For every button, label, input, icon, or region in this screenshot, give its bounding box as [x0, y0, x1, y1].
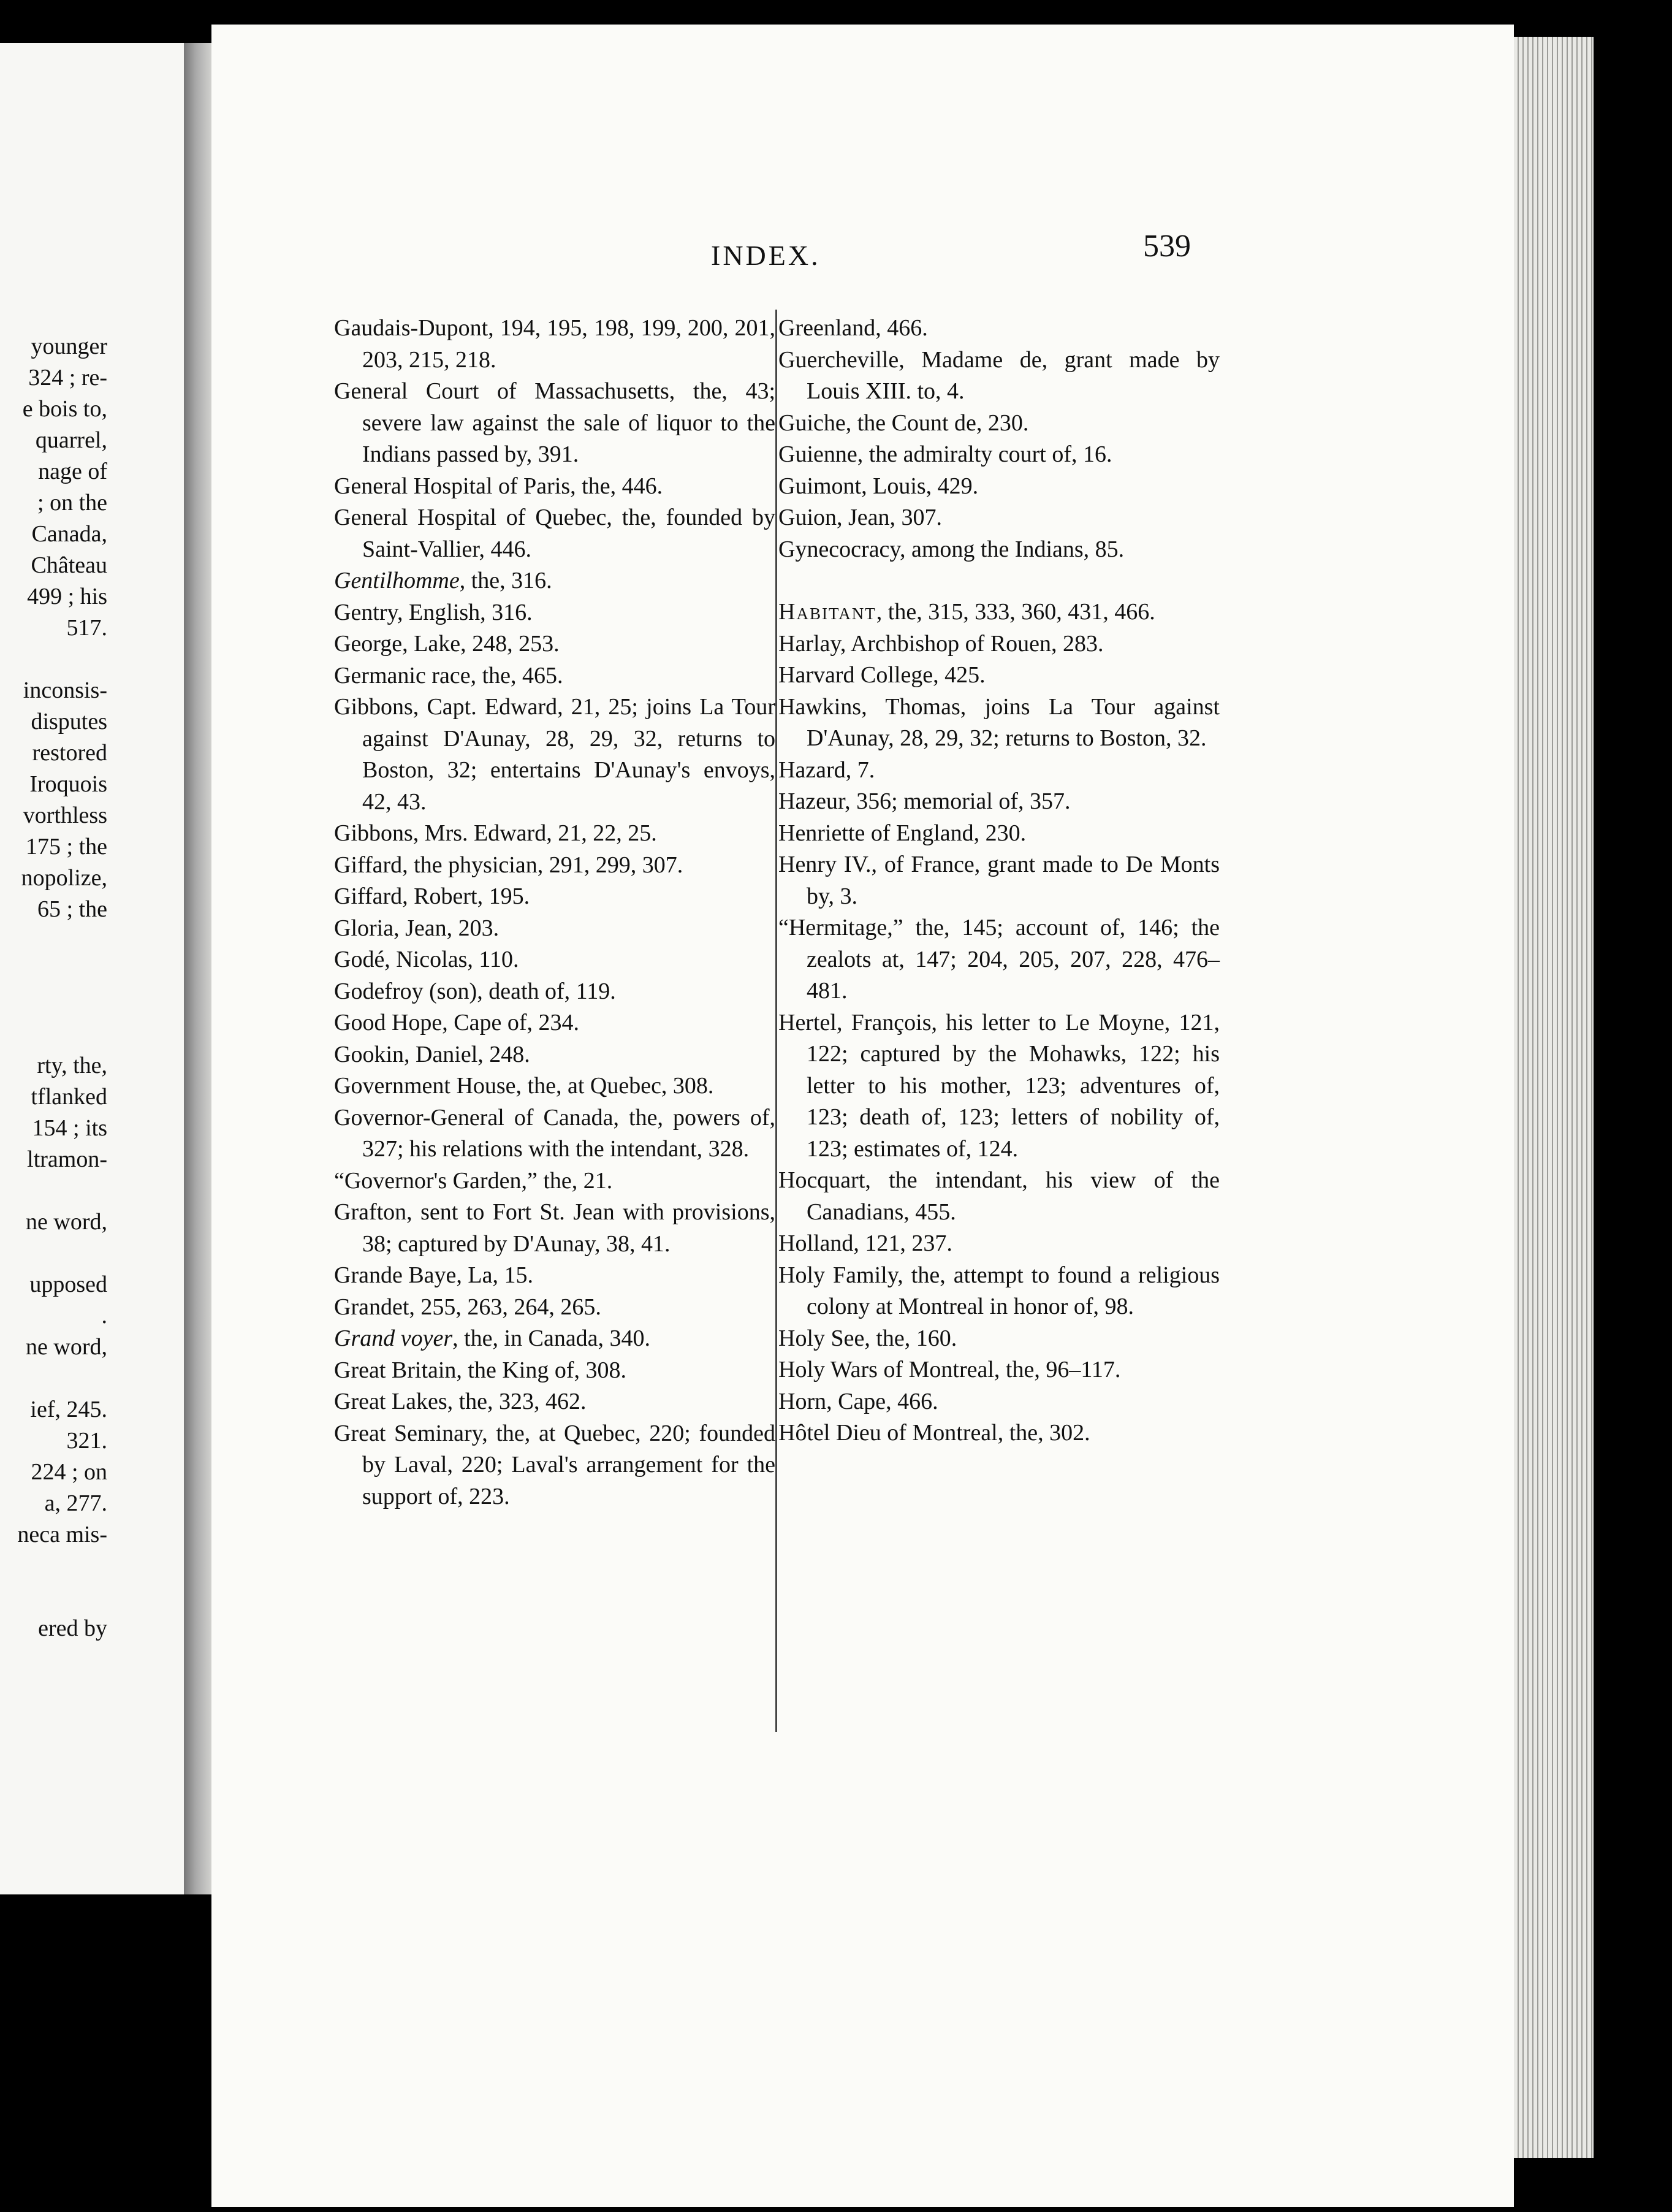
left-page-line: 154 ; its — [32, 1115, 107, 1141]
index-entry — [778, 439, 1220, 471]
index-entry-text: Guiche, the Count de, 230. — [778, 410, 1029, 436]
index-entry-text: Guercheville, Madame de, grant made by Louis XIII. to, 4. — [778, 346, 1220, 404]
index-entry — [334, 692, 775, 818]
left-page-line: ne word, — [26, 1209, 107, 1235]
index-entry-text: , the, 315, 333, 360, 431, 466. — [876, 599, 1155, 625]
index-entry — [778, 818, 1220, 850]
index-entry-text: Guienne, the admiralty court of, 16. — [778, 441, 1112, 467]
index-entry-text: Hertel, François, his letter to Le Moyne, 121, 122; captured by the Mohawks, 122; his letter to his mother, 123; adventures of, 123; death of, 123; letters of nobility of, 123; estimates of, 124. — [778, 1009, 1220, 1162]
index-entry-text: Good Hope, Cape of, 234. — [334, 1010, 579, 1035]
left-page-line: 499 ; his — [27, 584, 107, 609]
left-page-line: quarrel, — [35, 427, 107, 453]
index-column-right — [778, 313, 1220, 1449]
index-entry — [778, 786, 1220, 818]
left-page-line: 224 ; on — [31, 1459, 107, 1485]
left-page-line — [0, 1582, 107, 1613]
index-entry — [778, 1323, 1220, 1355]
index-entry-text: Giffard, the physician, 291, 299, 307. — [334, 852, 683, 878]
left-page-line: ief, 245. — [30, 1397, 107, 1422]
left-page-line — [0, 1550, 107, 1582]
index-entry-text: Holy Wars of Montreal, the, 96–117. — [778, 1357, 1121, 1382]
index-entry-text: Godefroy (son), death of, 119. — [334, 978, 616, 1004]
index-entry-text: Hazard, 7. — [778, 757, 875, 783]
index-entry — [334, 1102, 775, 1165]
left-page-line: inconsis- — [23, 677, 107, 703]
index-entry — [778, 534, 1220, 566]
index-entry-text: Governor-General of Canada, the, powers of, 327; his relations with the intendant, 328. — [334, 1104, 775, 1162]
index-entry-text: George, Lake, 248, 253. — [334, 631, 560, 657]
index-entry-text: Great Britain, the King of, 308. — [334, 1357, 627, 1383]
column-divider — [775, 310, 777, 1732]
left-page-line — [0, 925, 107, 956]
page-edges — [1514, 37, 1594, 2158]
left-page-line: ne word, — [26, 1334, 107, 1360]
index-entry — [778, 1007, 1220, 1165]
left-page-line — [0, 1238, 107, 1269]
index-entry-text: Great Lakes, the, 323, 462. — [334, 1389, 587, 1414]
left-page-line: younger — [31, 334, 107, 359]
left-page-line — [0, 644, 107, 675]
index-entry-text: Government House, the, at Quebec, 308. — [334, 1073, 714, 1099]
index-entry-text: Grafton, sent to Fort St. Jean with provisions, 38; captured by D'Aunay, 38, 41. — [334, 1199, 775, 1257]
left-page-line: Château — [31, 552, 107, 578]
index-entry-text: Henriette of England, 230. — [778, 820, 1027, 846]
index-entry-italic-term: Gentilhomme — [334, 568, 460, 593]
index-entry-text: Grande Baye, La, 15. — [334, 1262, 533, 1288]
index-entry-text: Holland, 121, 237. — [778, 1230, 952, 1256]
index-entry-text: General Court of Massachusetts, the, 43; severe law against the sale of liquor to the Indians passed by, 391. — [334, 378, 775, 467]
index-entry — [778, 1228, 1220, 1260]
left-page-line: tflanked — [31, 1084, 107, 1110]
index-entry — [778, 1165, 1220, 1228]
index-entry — [334, 976, 775, 1008]
index-entry-text: Grandet, 255, 263, 264, 265. — [334, 1294, 601, 1320]
index-entry — [778, 1354, 1220, 1386]
index-entry-text: Holy See, the, 160. — [778, 1325, 957, 1351]
index-entry-text: Godé, Nicolas, 110. — [334, 947, 519, 972]
left-page-line: 324 ; re- — [28, 365, 107, 391]
index-entry — [334, 502, 775, 565]
left-page-line: upposed — [29, 1272, 107, 1297]
running-head: INDEX. — [711, 240, 821, 271]
left-page-line: Canada, — [31, 521, 107, 547]
index-entry-text: Giffard, Robert, 195. — [334, 883, 530, 909]
left-page-line: vorthless — [23, 803, 107, 828]
index-entry — [778, 313, 1220, 345]
left-page-line — [0, 1019, 107, 1050]
left-page-line: nopolize, — [21, 865, 107, 891]
left-page-line: neca mis- — [17, 1522, 107, 1547]
index-entry — [778, 597, 1220, 628]
index-entry-text: Great Seminary, the, at Quebec, 220; founded by Laval, 220; Laval's arrangement for the support of, 223. — [334, 1420, 775, 1509]
left-page-line — [0, 988, 107, 1019]
index-entry — [778, 660, 1220, 692]
index-entry-text: Guion, Jean, 307. — [778, 505, 943, 530]
left-page-line: restored — [32, 740, 107, 766]
index-entry-text: General Hospital of Paris, the, 446. — [334, 473, 663, 499]
index-entry — [778, 755, 1220, 787]
left-page-line — [0, 1363, 107, 1394]
index-entry-text: Holy Family, the, attempt to found a religious colony at Montreal in honor of, 98. — [778, 1262, 1220, 1319]
index-entry — [334, 313, 775, 376]
index-entry — [334, 1292, 775, 1324]
index-entry — [334, 471, 775, 503]
left-page-line: 517. — [66, 615, 107, 641]
index-entry-text: Gibbons, Mrs. Edward, 21, 22, 25. — [334, 820, 657, 846]
index-entry-italic-term: Grand voyer — [334, 1325, 453, 1351]
index-entry — [334, 565, 775, 597]
book-gutter — [184, 43, 215, 1894]
index-entry-text: Hôtel Dieu of Montreal, the, 302. — [778, 1420, 1090, 1446]
index-entry — [778, 912, 1220, 1007]
index-entry-text: Germanic race, the, 465. — [334, 662, 563, 688]
index-entry-smallcaps-term: Habitant — [778, 599, 876, 625]
left-page-line: Iroquois — [29, 771, 107, 797]
index-entry — [778, 1386, 1220, 1418]
left-page-line: rty, the, — [37, 1053, 107, 1078]
left-page-line: disputes — [31, 709, 107, 734]
index-entry — [334, 1386, 775, 1418]
index-entry-text: Guimont, Louis, 429. — [778, 473, 979, 499]
left-page-line: 321. — [66, 1428, 107, 1454]
page-number: 539 — [1143, 229, 1191, 264]
index-entry-text: General Hospital of Quebec, the, founded by Saint-Vallier, 446. — [334, 505, 775, 562]
index-entry — [778, 502, 1220, 534]
index-entry-text: Hocquart, the intendant, his view of the Canadians, 455. — [778, 1167, 1220, 1225]
index-entry — [778, 345, 1220, 408]
index-entry — [778, 1260, 1220, 1323]
index-entry — [778, 849, 1220, 912]
index-entry — [334, 597, 775, 629]
left-page-line — [0, 956, 107, 988]
left-page-line: 175 ; the — [26, 834, 107, 860]
index-entry — [334, 1070, 775, 1102]
index-entry — [778, 408, 1220, 440]
index-column-left — [334, 313, 775, 1512]
index-entry — [334, 850, 775, 882]
index-entry — [778, 628, 1220, 660]
index-entry-text: Gynecocracy, among the Indians, 85. — [778, 536, 1125, 562]
left-page-line: 65 ; the — [37, 896, 107, 922]
index-entry — [334, 1323, 775, 1355]
index-entry-text: Gibbons, Capt. Edward, 21, 25; joins La Tour against D'Aunay, 28, 29, 32, returns to Boston, 32; entertains D'Aunay's envoys, 42, 43. — [334, 694, 775, 815]
left-page-line: ltramon- — [27, 1146, 107, 1172]
index-entry — [334, 376, 775, 471]
index-entry-text: Gaudais-Dupont, 194, 195, 198, 199, 200, 201, 203, 215, 218. — [334, 315, 775, 373]
index-entry — [334, 660, 775, 692]
index-entry — [334, 628, 775, 660]
index-entry-text: Horn, Cape, 466. — [778, 1388, 938, 1414]
index-entry — [778, 692, 1220, 755]
index-entry — [334, 913, 775, 945]
left-page-line — [0, 1175, 107, 1207]
index-entry — [334, 1260, 775, 1292]
index-entry-text: Harvard College, 425. — [778, 662, 986, 688]
index-entry-text: Gookin, Daniel, 248. — [334, 1041, 530, 1067]
index-entry — [334, 1355, 775, 1387]
index-entry — [334, 944, 775, 976]
left-page-text — [0, 331, 107, 1644]
index-entry — [778, 1417, 1220, 1449]
index-entry-text: , the, in Canada, 340. — [452, 1325, 651, 1351]
left-page-line: e bois to, — [22, 396, 107, 422]
left-page-line: ; on the — [37, 490, 107, 516]
index-entry — [334, 1039, 775, 1071]
index-entry-text: Gloria, Jean, 203. — [334, 915, 500, 941]
index-entry-text: Henry IV., of France, grant made to De Monts by, 3. — [778, 852, 1220, 909]
index-entry-text: , the, 316. — [459, 568, 552, 593]
index-entry — [778, 471, 1220, 503]
left-page — [0, 43, 184, 1894]
index-entry-text: “Hermitage,” the, 145; account of, 146; the zealots at, 147; 204, 205, 207, 228, 476–481. — [778, 915, 1220, 1004]
index-entry-text: Greenland, 466. — [778, 315, 928, 341]
index-entry — [334, 1418, 775, 1513]
index-entry-text: Gentry, English, 316. — [334, 599, 533, 625]
left-page-line: ered by — [38, 1615, 107, 1641]
left-page-line: nage of — [38, 459, 107, 484]
left-page-line: a, 277. — [44, 1490, 107, 1516]
left-page-line: . — [101, 1303, 107, 1329]
index-entry — [334, 1007, 775, 1039]
index-entry-text: Hawkins, Thomas, joins La Tour against D'Aunay, 28, 29, 32; returns to Boston, 32. — [778, 693, 1220, 751]
index-entry — [334, 1165, 775, 1197]
index-entry-text: Hazeur, 356; memorial of, 357. — [778, 788, 1071, 814]
index-entry-text: Harlay, Archbishop of Rouen, 283. — [778, 630, 1104, 657]
index-entry — [334, 881, 775, 913]
index-entry-text: “Governor's Garden,” the, 21. — [334, 1167, 613, 1194]
index-entry — [334, 818, 775, 850]
index-entry — [334, 1197, 775, 1260]
